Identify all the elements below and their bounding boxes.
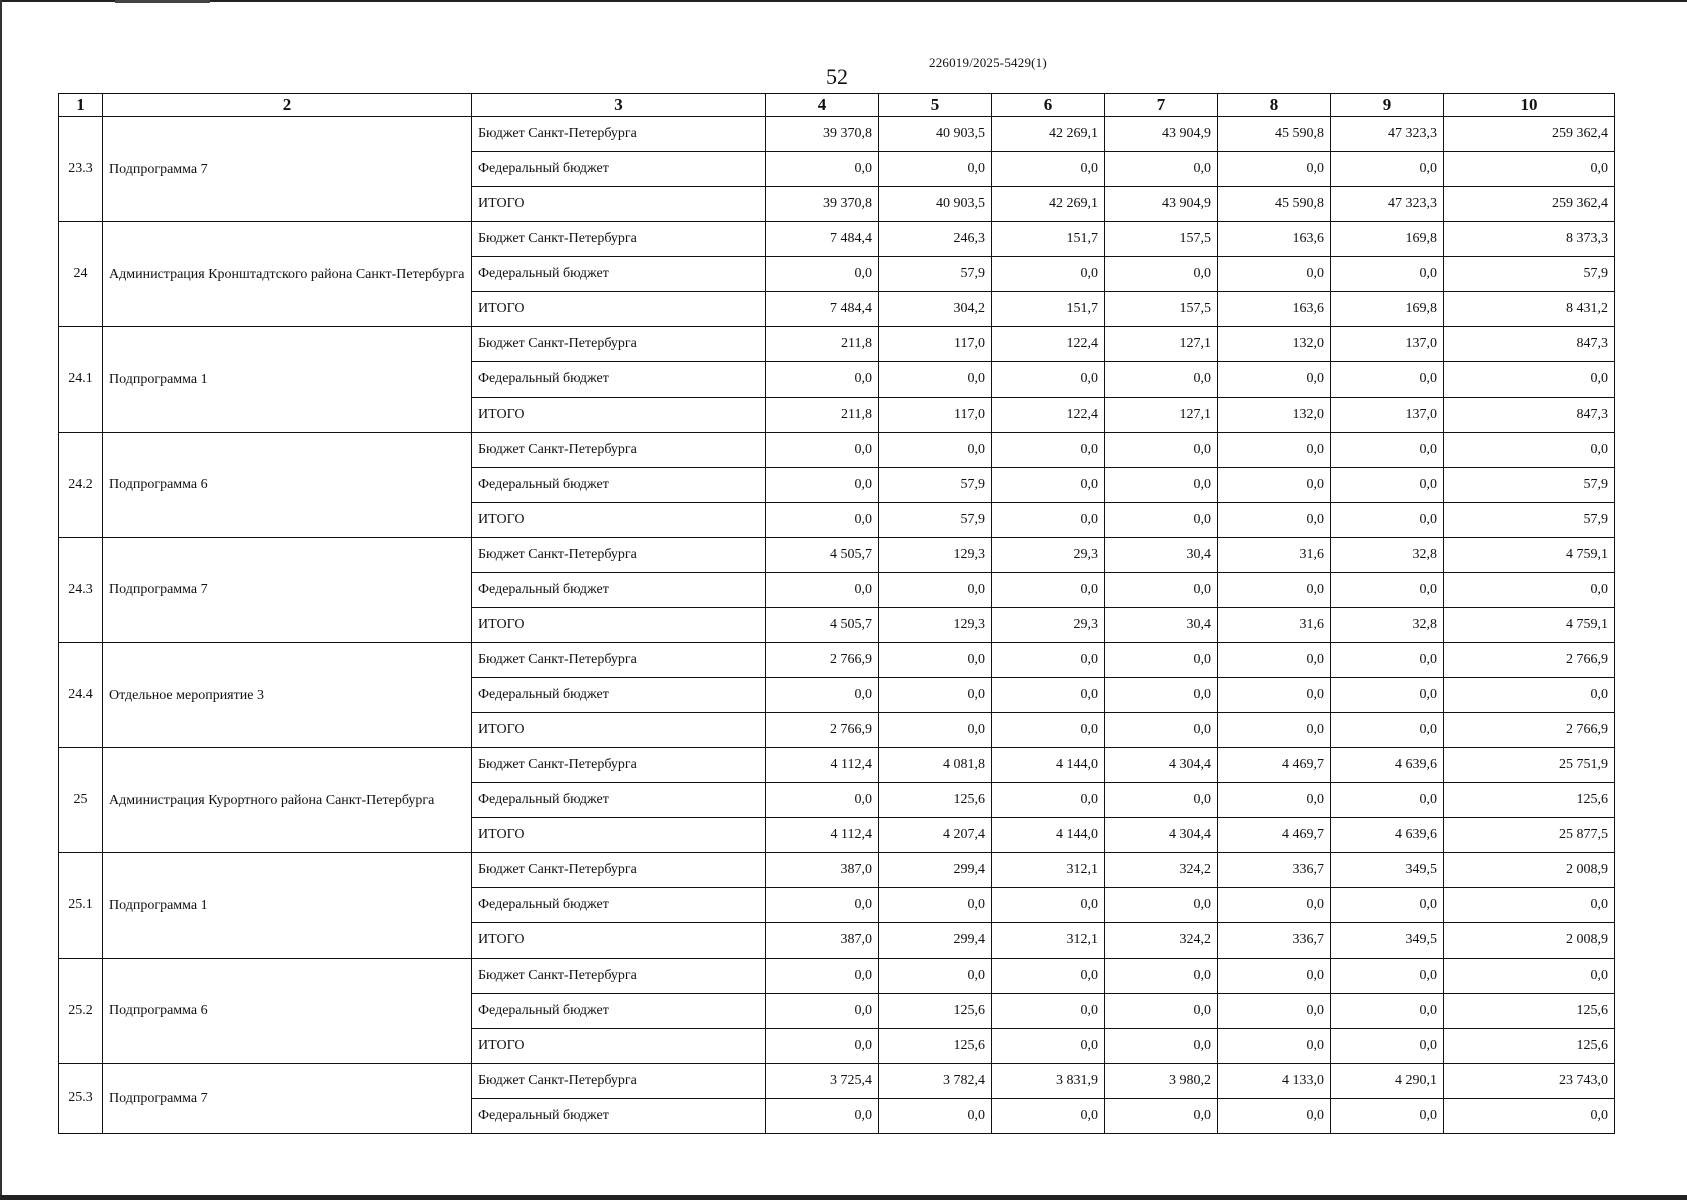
amount-cell: 57,9 <box>1444 467 1615 502</box>
amount-cell: 129,3 <box>879 607 992 642</box>
column-header: 1 <box>59 94 103 117</box>
table-row <box>59 432 1615 467</box>
amount-cell: 0,0 <box>1331 432 1444 467</box>
amount-cell: 0,0 <box>1218 362 1331 397</box>
row-code: 25.2 <box>59 958 103 1063</box>
amount-cell: 25 877,5 <box>1444 818 1615 853</box>
amount-cell: 0,0 <box>1105 432 1218 467</box>
amount-cell: 0,0 <box>1331 572 1444 607</box>
amount-cell: 0,0 <box>1218 958 1331 993</box>
amount-cell: 312,1 <box>992 853 1105 888</box>
amount-cell: 3 725,4 <box>766 1063 879 1098</box>
amount-cell: 0,0 <box>1105 152 1218 187</box>
amount-cell: 0,0 <box>766 572 879 607</box>
row-code: 25.3 <box>59 1063 103 1133</box>
funding-source: ИТОГО <box>472 713 766 748</box>
amount-cell: 0,0 <box>766 1098 879 1133</box>
column-header: 3 <box>472 94 766 117</box>
amount-cell: 0,0 <box>1444 888 1615 923</box>
amount-cell: 39 370,8 <box>766 117 879 152</box>
amount-cell: 0,0 <box>1218 713 1331 748</box>
amount-cell: 137,0 <box>1331 397 1444 432</box>
amount-cell: 0,0 <box>1331 1028 1444 1063</box>
amount-cell: 45 590,8 <box>1218 117 1331 152</box>
amount-cell: 132,0 <box>1218 327 1331 362</box>
amount-cell: 0,0 <box>879 572 992 607</box>
amount-cell: 4 112,4 <box>766 748 879 783</box>
amount-cell: 132,0 <box>1218 397 1331 432</box>
amount-cell: 387,0 <box>766 853 879 888</box>
amount-cell: 3 831,9 <box>992 1063 1105 1098</box>
table-row <box>59 748 1615 783</box>
amount-cell: 163,6 <box>1218 292 1331 327</box>
amount-cell: 0,0 <box>992 467 1105 502</box>
amount-cell: 3 980,2 <box>1105 1063 1218 1098</box>
amount-cell: 157,5 <box>1105 222 1218 257</box>
funding-source: Федеральный бюджет <box>472 783 766 818</box>
amount-cell: 30,4 <box>1105 607 1218 642</box>
amount-cell: 57,9 <box>879 467 992 502</box>
program-name: Подпрограмма 6 <box>103 432 472 537</box>
amount-cell: 387,0 <box>766 923 879 958</box>
amount-cell: 0,0 <box>1331 257 1444 292</box>
amount-cell: 45 590,8 <box>1218 187 1331 222</box>
amount-cell: 0,0 <box>992 502 1105 537</box>
amount-cell: 0,0 <box>766 1028 879 1063</box>
amount-cell: 0,0 <box>1331 152 1444 187</box>
funding-source: Бюджет Санкт-Петербурга <box>472 1063 766 1098</box>
column-header: 2 <box>103 94 472 117</box>
amount-cell: 0,0 <box>1105 502 1218 537</box>
amount-cell: 0,0 <box>1444 1098 1615 1133</box>
amount-cell: 349,5 <box>1331 853 1444 888</box>
table-row <box>59 958 1615 993</box>
amount-cell: 47 323,3 <box>1331 117 1444 152</box>
amount-cell: 2 766,9 <box>766 713 879 748</box>
funding-source: Бюджет Санкт-Петербурга <box>472 748 766 783</box>
funding-source: Федеральный бюджет <box>472 257 766 292</box>
amount-cell: 4 290,1 <box>1331 1063 1444 1098</box>
amount-cell: 4 469,7 <box>1218 818 1331 853</box>
funding-source: Федеральный бюджет <box>472 362 766 397</box>
amount-cell: 125,6 <box>1444 783 1615 818</box>
amount-cell: 0,0 <box>879 958 992 993</box>
column-header: 7 <box>1105 94 1218 117</box>
amount-cell: 29,3 <box>992 607 1105 642</box>
amount-cell: 0,0 <box>1444 432 1615 467</box>
amount-cell: 349,5 <box>1331 923 1444 958</box>
amount-cell: 40 903,5 <box>879 187 992 222</box>
amount-cell: 122,4 <box>992 327 1105 362</box>
row-code: 24.1 <box>59 327 103 432</box>
amount-cell: 4 207,4 <box>879 818 992 853</box>
table-row <box>59 222 1615 257</box>
amount-cell: 0,0 <box>1331 958 1444 993</box>
amount-cell: 4 639,6 <box>1331 748 1444 783</box>
amount-cell: 211,8 <box>766 397 879 432</box>
amount-cell: 0,0 <box>879 642 992 677</box>
amount-cell: 0,0 <box>992 958 1105 993</box>
column-header: 5 <box>879 94 992 117</box>
amount-cell: 0,0 <box>766 993 879 1028</box>
amount-cell: 3 782,4 <box>879 1063 992 1098</box>
amount-cell: 4 144,0 <box>992 818 1105 853</box>
amount-cell: 0,0 <box>1331 1098 1444 1133</box>
amount-cell: 39 370,8 <box>766 187 879 222</box>
amount-cell: 0,0 <box>1105 1028 1218 1063</box>
amount-cell: 125,6 <box>879 783 992 818</box>
funding-source: Бюджет Санкт-Петербурга <box>472 327 766 362</box>
amount-cell: 125,6 <box>1444 1028 1615 1063</box>
amount-cell: 163,6 <box>1218 222 1331 257</box>
amount-cell: 0,0 <box>766 362 879 397</box>
amount-cell: 0,0 <box>1444 152 1615 187</box>
amount-cell: 0,0 <box>1105 257 1218 292</box>
amount-cell: 0,0 <box>1105 642 1218 677</box>
amount-cell: 0,0 <box>1105 572 1218 607</box>
funding-source: Федеральный бюджет <box>472 993 766 1028</box>
funding-source: ИТОГО <box>472 923 766 958</box>
amount-cell: 43 904,9 <box>1105 117 1218 152</box>
funding-source: Бюджет Санкт-Петербурга <box>472 537 766 572</box>
amount-cell: 0,0 <box>766 678 879 713</box>
amount-cell: 0,0 <box>1218 502 1331 537</box>
amount-cell: 0,0 <box>1331 993 1444 1028</box>
amount-cell: 2 008,9 <box>1444 853 1615 888</box>
amount-cell: 2 766,9 <box>1444 642 1615 677</box>
amount-cell: 299,4 <box>879 923 992 958</box>
amount-cell: 4 304,4 <box>1105 748 1218 783</box>
amount-cell: 57,9 <box>879 502 992 537</box>
scan-border-bottom <box>0 1195 1687 1200</box>
amount-cell: 0,0 <box>992 888 1105 923</box>
amount-cell: 0,0 <box>1331 642 1444 677</box>
amount-cell: 125,6 <box>879 1028 992 1063</box>
amount-cell: 127,1 <box>1105 397 1218 432</box>
amount-cell: 29,3 <box>992 537 1105 572</box>
amount-cell: 0,0 <box>1218 993 1331 1028</box>
funding-source: ИТОГО <box>472 187 766 222</box>
amount-cell: 299,4 <box>879 853 992 888</box>
amount-cell: 129,3 <box>879 537 992 572</box>
amount-cell: 4 469,7 <box>1218 748 1331 783</box>
amount-cell: 246,3 <box>879 222 992 257</box>
header-row <box>59 94 1615 117</box>
amount-cell: 0,0 <box>766 432 879 467</box>
amount-cell: 847,3 <box>1444 327 1615 362</box>
amount-cell: 25 751,9 <box>1444 748 1615 783</box>
scan-mark <box>115 0 210 3</box>
amount-cell: 0,0 <box>1444 572 1615 607</box>
row-code: 24.2 <box>59 432 103 537</box>
amount-cell: 0,0 <box>1331 678 1444 713</box>
amount-cell: 125,6 <box>1444 993 1615 1028</box>
amount-cell: 0,0 <box>1105 888 1218 923</box>
amount-cell: 0,0 <box>992 572 1105 607</box>
amount-cell: 0,0 <box>1218 783 1331 818</box>
amount-cell: 0,0 <box>879 888 992 923</box>
amount-cell: 0,0 <box>1331 362 1444 397</box>
column-header: 4 <box>766 94 879 117</box>
program-name: Администрация Курортного района Санкт-Петербурга <box>103 748 472 853</box>
amount-cell: 304,2 <box>879 292 992 327</box>
amount-cell: 0,0 <box>1331 783 1444 818</box>
amount-cell: 31,6 <box>1218 537 1331 572</box>
amount-cell: 0,0 <box>1105 362 1218 397</box>
row-code: 24.4 <box>59 642 103 747</box>
amount-cell: 0,0 <box>1105 678 1218 713</box>
table-row <box>59 117 1615 152</box>
amount-cell: 0,0 <box>1218 1098 1331 1133</box>
amount-cell: 0,0 <box>1444 362 1615 397</box>
scan-border-left <box>0 0 2 1200</box>
amount-cell: 0,0 <box>1218 678 1331 713</box>
table-row <box>59 327 1615 362</box>
amount-cell: 0,0 <box>1444 958 1615 993</box>
amount-cell: 0,0 <box>992 257 1105 292</box>
amount-cell: 0,0 <box>992 362 1105 397</box>
page-number: 52 <box>826 64 848 89</box>
amount-cell: 312,1 <box>992 923 1105 958</box>
amount-cell: 0,0 <box>992 713 1105 748</box>
amount-cell: 122,4 <box>992 397 1105 432</box>
amount-cell: 0,0 <box>992 993 1105 1028</box>
amount-cell: 30,4 <box>1105 537 1218 572</box>
amount-cell: 0,0 <box>1105 993 1218 1028</box>
amount-cell: 169,8 <box>1331 222 1444 257</box>
table-row <box>59 1063 1615 1098</box>
scan-border-top <box>0 0 1687 2</box>
amount-cell: 0,0 <box>992 783 1105 818</box>
amount-cell: 0,0 <box>1218 432 1331 467</box>
funding-source: ИТОГО <box>472 1028 766 1063</box>
amount-cell: 31,6 <box>1218 607 1331 642</box>
funding-source: Бюджет Санкт-Петербурга <box>472 853 766 888</box>
amount-cell: 0,0 <box>1331 888 1444 923</box>
table-row <box>59 853 1615 888</box>
amount-cell: 0,0 <box>992 432 1105 467</box>
funding-source: Бюджет Санкт-Петербурга <box>472 117 766 152</box>
amount-cell: 57,9 <box>879 257 992 292</box>
amount-cell: 40 903,5 <box>879 117 992 152</box>
amount-cell: 117,0 <box>879 327 992 362</box>
funding-source: ИТОГО <box>472 397 766 432</box>
amount-cell: 0,0 <box>766 467 879 502</box>
funding-source: ИТОГО <box>472 292 766 327</box>
amount-cell: 137,0 <box>1331 327 1444 362</box>
amount-cell: 259 362,4 <box>1444 117 1615 152</box>
column-header: 6 <box>992 94 1105 117</box>
funding-source: Бюджет Санкт-Петербурга <box>472 958 766 993</box>
amount-cell: 0,0 <box>1105 958 1218 993</box>
amount-cell: 7 484,4 <box>766 222 879 257</box>
amount-cell: 4 759,1 <box>1444 537 1615 572</box>
amount-cell: 0,0 <box>766 257 879 292</box>
amount-cell: 0,0 <box>879 713 992 748</box>
amount-cell: 8 373,3 <box>1444 222 1615 257</box>
funding-source: Федеральный бюджет <box>472 888 766 923</box>
amount-cell: 42 269,1 <box>992 117 1105 152</box>
amount-cell: 4 505,7 <box>766 607 879 642</box>
amount-cell: 0,0 <box>1218 572 1331 607</box>
amount-cell: 2 766,9 <box>766 642 879 677</box>
program-name: Подпрограмма 7 <box>103 537 472 642</box>
amount-cell: 0,0 <box>879 678 992 713</box>
amount-cell: 0,0 <box>879 362 992 397</box>
amount-cell: 169,8 <box>1331 292 1444 327</box>
funding-source: ИТОГО <box>472 502 766 537</box>
amount-cell: 211,8 <box>766 327 879 362</box>
amount-cell: 0,0 <box>992 1028 1105 1063</box>
amount-cell: 4 133,0 <box>1218 1063 1331 1098</box>
amount-cell: 324,2 <box>1105 923 1218 958</box>
amount-cell: 336,7 <box>1218 853 1331 888</box>
amount-cell: 42 269,1 <box>992 187 1105 222</box>
amount-cell: 0,0 <box>766 958 879 993</box>
table-row <box>59 642 1615 677</box>
funding-source: Федеральный бюджет <box>472 572 766 607</box>
program-name: Подпрограмма 6 <box>103 958 472 1063</box>
amount-cell: 0,0 <box>1331 502 1444 537</box>
row-code: 23.3 <box>59 117 103 222</box>
amount-cell: 0,0 <box>992 678 1105 713</box>
amount-cell: 0,0 <box>1105 1098 1218 1133</box>
amount-cell: 127,1 <box>1105 327 1218 362</box>
amount-cell: 0,0 <box>1218 888 1331 923</box>
amount-cell: 0,0 <box>1105 467 1218 502</box>
program-name: Подпрограмма 7 <box>103 117 472 222</box>
amount-cell: 0,0 <box>766 152 879 187</box>
amount-cell: 0,0 <box>766 783 879 818</box>
amount-cell: 125,6 <box>879 993 992 1028</box>
amount-cell: 4 304,4 <box>1105 818 1218 853</box>
amount-cell: 2 766,9 <box>1444 713 1615 748</box>
amount-cell: 4 505,7 <box>766 537 879 572</box>
program-name: Подпрограмма 1 <box>103 327 472 432</box>
amount-cell: 151,7 <box>992 222 1105 257</box>
amount-cell: 0,0 <box>1331 467 1444 502</box>
amount-cell: 0,0 <box>1105 783 1218 818</box>
amount-cell: 7 484,4 <box>766 292 879 327</box>
amount-cell: 0,0 <box>1331 713 1444 748</box>
amount-cell: 0,0 <box>1218 152 1331 187</box>
amount-cell: 0,0 <box>1218 642 1331 677</box>
amount-cell: 0,0 <box>992 152 1105 187</box>
funding-source: Бюджет Санкт-Петербурга <box>472 642 766 677</box>
amount-cell: 4 144,0 <box>992 748 1105 783</box>
amount-cell: 157,5 <box>1105 292 1218 327</box>
amount-cell: 151,7 <box>992 292 1105 327</box>
document-id: 226019/2025-5429(1) <box>929 55 1047 70</box>
amount-cell: 57,9 <box>1444 257 1615 292</box>
amount-cell: 32,8 <box>1331 607 1444 642</box>
program-name: Администрация Кронштадтского района Санкт-Петербурга <box>103 222 472 327</box>
amount-cell: 0,0 <box>1218 257 1331 292</box>
amount-cell: 0,0 <box>992 642 1105 677</box>
amount-cell: 117,0 <box>879 397 992 432</box>
amount-cell: 32,8 <box>1331 537 1444 572</box>
funding-source: Бюджет Санкт-Петербурга <box>472 222 766 257</box>
column-header: 9 <box>1331 94 1444 117</box>
amount-cell: 4 759,1 <box>1444 607 1615 642</box>
amount-cell: 0,0 <box>766 888 879 923</box>
amount-cell: 23 743,0 <box>1444 1063 1615 1098</box>
program-name: Подпрограмма 7 <box>103 1063 472 1133</box>
amount-cell: 43 904,9 <box>1105 187 1218 222</box>
budget-table-body <box>59 117 1615 1134</box>
column-header: 8 <box>1218 94 1331 117</box>
amount-cell: 8 431,2 <box>1444 292 1615 327</box>
funding-source: Федеральный бюджет <box>472 1098 766 1133</box>
amount-cell: 324,2 <box>1105 853 1218 888</box>
amount-cell: 57,9 <box>1444 502 1615 537</box>
amount-cell: 0,0 <box>879 152 992 187</box>
column-header: 10 <box>1444 94 1615 117</box>
row-code: 24 <box>59 222 103 327</box>
amount-cell: 4 639,6 <box>1331 818 1444 853</box>
funding-source: Федеральный бюджет <box>472 152 766 187</box>
funding-source: Бюджет Санкт-Петербурга <box>472 432 766 467</box>
amount-cell: 47 323,3 <box>1331 187 1444 222</box>
amount-cell: 336,7 <box>1218 923 1331 958</box>
amount-cell: 0,0 <box>766 502 879 537</box>
amount-cell: 2 008,9 <box>1444 923 1615 958</box>
amount-cell: 0,0 <box>1218 1028 1331 1063</box>
program-name: Отдельное мероприятие 3 <box>103 642 472 747</box>
amount-cell: 4 112,4 <box>766 818 879 853</box>
program-name: Подпрограмма 1 <box>103 853 472 958</box>
amount-cell: 847,3 <box>1444 397 1615 432</box>
budget-table <box>58 93 1615 1134</box>
funding-source: ИТОГО <box>472 818 766 853</box>
funding-source: Федеральный бюджет <box>472 678 766 713</box>
row-code: 25 <box>59 748 103 853</box>
funding-source: ИТОГО <box>472 607 766 642</box>
funding-source: Федеральный бюджет <box>472 467 766 502</box>
amount-cell: 0,0 <box>1444 678 1615 713</box>
amount-cell: 0,0 <box>992 1098 1105 1133</box>
row-code: 24.3 <box>59 537 103 642</box>
table-row <box>59 537 1615 572</box>
row-code: 25.1 <box>59 853 103 958</box>
amount-cell: 0,0 <box>879 1098 992 1133</box>
amount-cell: 0,0 <box>1218 467 1331 502</box>
amount-cell: 4 081,8 <box>879 748 992 783</box>
amount-cell: 259 362,4 <box>1444 187 1615 222</box>
amount-cell: 0,0 <box>879 432 992 467</box>
amount-cell: 0,0 <box>1105 713 1218 748</box>
